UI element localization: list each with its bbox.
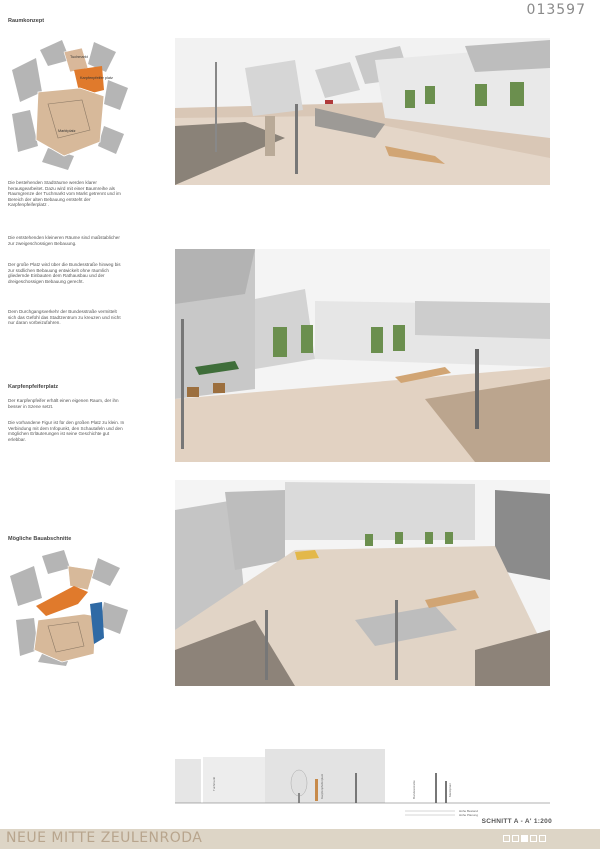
section-legend-item: Höhe Planung xyxy=(459,813,479,817)
page-indicator-box-active xyxy=(521,835,528,842)
page-indicator-box xyxy=(539,835,546,842)
section-label: Tuchmarkt xyxy=(212,776,216,791)
page-indicator-box xyxy=(530,835,537,842)
page-indicator-box xyxy=(503,835,510,842)
section-legend-item: Höhe Bestand xyxy=(459,809,479,813)
karpfenpfeiferplatz-heading: Karpfenpfeiferplatz xyxy=(8,384,59,390)
raumkonzept-heading: Raumkonzept xyxy=(8,18,45,24)
raumkonzept-map xyxy=(8,30,132,172)
map-label-marktplatz: Marktplatz xyxy=(58,129,76,133)
section-label: Marktplatz xyxy=(448,783,452,797)
karpfenpfeiferplatz-paragraph: Die vorhandene Figur ist für den großen Platz zu klein. In Verbindung mit dem Infopunkt, den Schautafeln und den möglichen Erläuterungen ist seine Geschichte gut erlebbar. xyxy=(8,420,125,442)
bauabschnitte-heading: Mögliche Bauabschnitte xyxy=(8,536,72,542)
project-title: NEUE MITTE ZEULENRODA xyxy=(6,830,203,846)
page-indicator xyxy=(503,835,546,842)
section-label: Bundesstraße xyxy=(412,780,416,799)
page-indicator-box xyxy=(512,835,519,842)
section-label: Karpfenpfeiferplatz xyxy=(320,773,324,799)
page-number: 013597 xyxy=(526,2,586,18)
bauabschnitte-map xyxy=(8,546,132,666)
karpfenpfeiferplatz-paragraph: Der Karpfenpfeifer erhält einen eigenen Raum, der ihn besser in Szene setzt. xyxy=(8,398,119,409)
render-karpfenpfeiferplatz-view xyxy=(175,249,550,462)
map-label-karpfenpfeifer: Karpfenpfeifer platz xyxy=(80,76,113,80)
render-marktplatz-view xyxy=(175,38,550,185)
raumkonzept-paragraph: Dem Durchgangsverkehr der Bundesstraße vermittelt sich das Gefühl das Stadtzentrum zu kreuzen und nicht nur daran vorbeizufahren. xyxy=(8,309,121,325)
section-title: SCHNITT A - A' 1:200 xyxy=(481,818,552,825)
raumkonzept-paragraph: Die entstehenden kleineren Räume sind maßstablicher zur zweigeschossigen Bebauung. xyxy=(8,235,120,246)
raumkonzept-paragraph: Der große Platz wird über die Bundesstraße hinweg bis zur südlichen Bebauung entwickelt ohne räumlich gliedernde Einbauten dem Rathausbau und der dreigeschossigen Bebauung gerecht. xyxy=(8,262,121,284)
footer-bar xyxy=(0,829,600,849)
map-label-tuchmarkt: Tuchmarkt xyxy=(70,55,88,59)
render-aerial-view xyxy=(175,480,550,686)
raumkonzept-paragraph: Die bestehenden Stadträume werden klarer herausgearbeitet. Dazu wird mit einer Baumreihe als Raumgrenze der Tuchmarkt vom Markt getrennt und im Bereich der alten Bebauung entsteht der Karpfenpfeiferplatz . xyxy=(8,180,121,207)
